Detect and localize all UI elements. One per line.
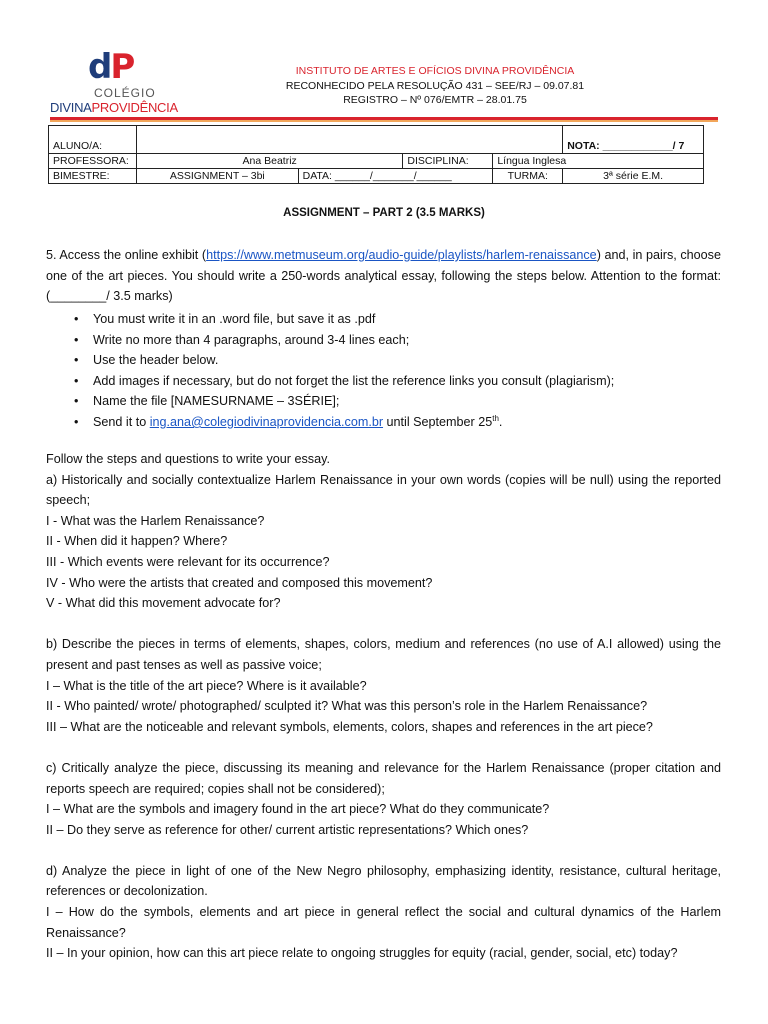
professora-label: PROFESSORA:	[49, 154, 137, 169]
spacer	[46, 614, 721, 635]
question-5-intro: 5. Access the online exhibit (https://www.metmuseum.org/audio-guide/playlists/harlem-renaissance) and, in pairs, choose one of the art pieces. You should write a 250-words analytical essay, following the steps below. Attention to the format: (________/ 3.5 marks)	[46, 248, 721, 304]
list-item: • You must write it in an .word file, but save it as .pdf	[46, 309, 721, 330]
bimestre-value: ASSIGNMENT – 3bi	[136, 169, 298, 184]
assignment-title: ASSIGNMENT – PART 2 (3.5 MARKS)	[283, 207, 485, 219]
institution-title: INSTITUTO DE ARTES E OFÍCIOS DIVINA PROVIDÊNCIA	[295, 65, 575, 77]
logo-monogram: dP	[88, 47, 134, 87]
list-item: • Add images if necessary, but do not forget the list the reference links you consult (plagiarism);	[46, 371, 721, 392]
step-b-text: b) Describe the pieces in terms of elements, shapes, colors, medium and references (no use of A.I allowed) using the present and past tenses as well as passive voice;	[46, 637, 721, 672]
format-requirements-list	[46, 309, 721, 433]
step-b-question: I – What is the title of the art piece? Where is it available?	[46, 678, 367, 693]
step-b-question: II - Who painted/ wrote/ photographed/ sculpted it? What was this person’s role in the Harlem Renaissance?	[46, 699, 648, 714]
step-a-question: III - Which events were relevant for its occurrence?	[46, 554, 330, 569]
spacer	[46, 737, 721, 758]
step-d-question: I – How do the symbols, elements and art piece in general reflect the social and cultural dynamics of the Harlem Renaissance?	[46, 905, 721, 940]
spacer	[46, 840, 721, 861]
step-c-text: c) Critically analyze the piece, discussing its meaning and relevance for the Harlem Renaissance (proper citation and reports speech are required; copies shall not be considered);	[46, 760, 721, 796]
step-d-text: d) Analyze the piece in light of one of the New Negro philosophy, emphasizing identity, resistance, cultural heritage, references or decolonization.	[46, 863, 721, 899]
nota-field: NOTA: ____________/ 7	[563, 126, 704, 154]
list-item: • Send it to ing.ana@colegiodivinaprovidencia.com.br until September 25th.	[46, 412, 721, 433]
step-b-question: III – What are the noticeable and relevant symbols, elements, colors, shapes and references in the art piece?	[46, 719, 653, 734]
step-d-question: II – In your opinion, how can this art piece relate to ongoing struggles for equity (racial, gender, social, etc) today?	[46, 946, 678, 961]
student-info-table	[48, 125, 704, 184]
aluno-field[interactable]	[136, 126, 562, 154]
step-a-question: V - What did this movement advocate for?	[46, 596, 281, 611]
step-c-question: II – Do they serve as reference for other/ current artistic representations? Which ones?	[46, 822, 529, 837]
logo-school-name: DIVINAPROVIDÊNCIA	[50, 100, 178, 115]
header-divider	[50, 117, 718, 122]
list-item: • Name the file [NAMESURNAME – 3SÉRIE];	[46, 391, 721, 412]
turma-value: 3ª série E.M.	[563, 169, 704, 184]
school-logo	[50, 47, 180, 116]
disciplina-label: DISCIPLINA:	[403, 154, 493, 169]
institution-resolution: RECONHECIDO PELA RESOLUÇÃO 431 – SEE/RJ – 09.07.81	[285, 80, 585, 92]
professora-value: Ana Beatriz	[136, 154, 402, 169]
step-c-question: I – What are the symbols and imagery found in the art piece? What do they communicate?	[46, 802, 550, 817]
list-item: • Use the header below.	[46, 350, 721, 371]
bimestre-label: BIMESTRE:	[49, 169, 137, 184]
exhibit-link[interactable]: https://www.metmuseum.org/audio-guide/playlists/harlem-renaissance	[206, 248, 597, 262]
aluno-label: ALUNO/A:	[49, 126, 137, 154]
email-link[interactable]: ing.ana@colegiodivinaprovidencia.com.br	[149, 414, 384, 429]
date-field: DATA: ______/_______/______	[298, 169, 493, 184]
disciplina-value: Língua Inglesa	[493, 154, 704, 169]
list-item: • Write no more than 4 paragraphs, around 3-4 lines each;	[46, 330, 721, 351]
step-a-question: IV - Who were the artists that created and composed this movement?	[46, 575, 433, 590]
step-a-question: II - When did it happen? Where?	[46, 534, 228, 549]
logo-school-word: COLÉGIO	[94, 86, 156, 100]
institution-registry: REGISTRO – Nº 076/EMTR – 28.01.75	[343, 94, 527, 106]
turma-label: TURMA:	[493, 169, 563, 184]
steps-intro: Follow the steps and questions to write your essay.	[46, 452, 330, 466]
step-a-text: a) Historically and socially contextualize Harlem Renaissance in your own words (copies will be null) using the reported speech;	[46, 472, 721, 508]
essay-steps	[46, 449, 721, 964]
step-a-question: I - What was the Harlem Renaissance?	[46, 513, 265, 528]
